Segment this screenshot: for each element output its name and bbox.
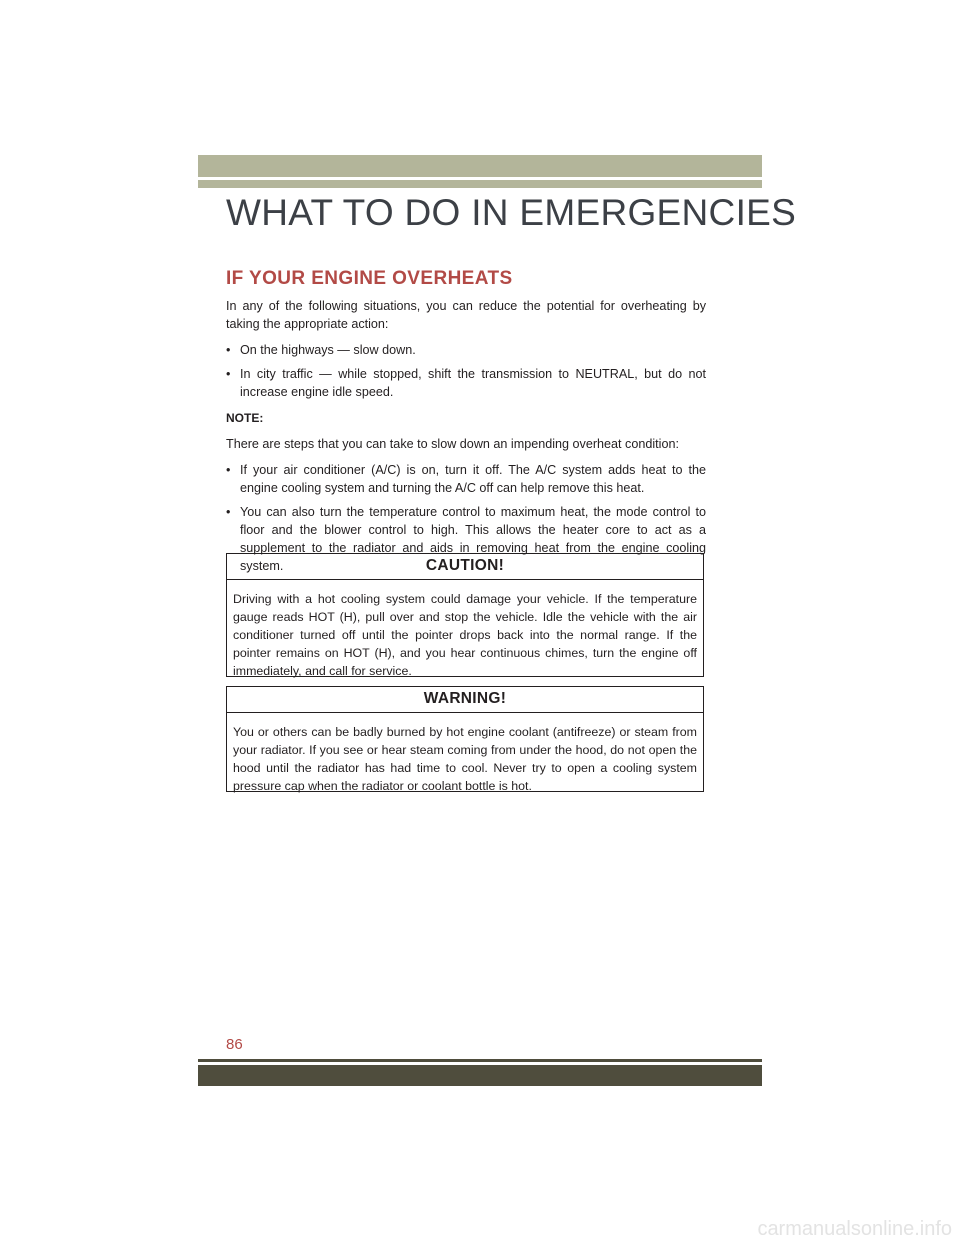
watermark: carmanualsonline.info [757,1218,952,1240]
section-heading: IF YOUR ENGINE OVERHEATS [226,268,513,289]
bullet-icon: • [226,505,231,519]
caution-text: Driving with a hot cooling system could damage your vehicle. If the temperature gauge reads HOT (H), pull over and stop the vehicle. Idle the vehicle with the air conditioner turned off until the pointer drops back into the normal range. If the pointer remains on HOT (H), and you hear continuous chimes, turn the engine off immediately, and call for service. [233,592,697,678]
header-rule [198,180,762,188]
note-label: NOTE: [226,411,264,425]
list-item [226,341,706,359]
page-number: 86 [226,1036,243,1053]
bullet-icon: • [226,463,231,477]
chapter-title: WHAT TO DO IN EMERGENCIES [226,192,797,233]
header-band [198,155,762,177]
section-body [226,297,706,583]
action-list [226,341,706,401]
warning-title: WARNING! [227,687,703,713]
action-text: On the highways — slow down. [240,343,416,357]
list-item [226,365,706,401]
intro-paragraph: In any of the following situations, you can reduce the potential for overheating by taking the appropriate action: [226,299,706,331]
caution-box [226,553,704,677]
footer-band [198,1065,762,1086]
caution-title: CAUTION! [227,554,703,580]
bullet-icon: • [226,367,231,381]
note-text: If your air conditioner (A/C) is on, turn it off. The A/C system adds heat to the engine cooling system and turning the A/C off can help remove this heat. [240,463,706,495]
note-text: You can also turn the temperature control to maximum heat, the mode control to floor and the blower control to high. This allows the heater core to act as a supplement to the radiator and aids in removing heat from the engine cooling system. [240,505,706,573]
note-intro: There are steps that you can take to slow down an impending overheat condition: [226,437,679,451]
action-text: In city traffic — while stopped, shift the transmission to NEUTRAL, but do not increase engine idle speed. [240,367,706,399]
list-item [226,461,706,497]
warning-box [226,686,704,792]
bullet-icon: • [226,343,231,357]
footer-rule [198,1059,762,1062]
warning-text: You or others can be badly burned by hot engine coolant (antifreeze) or steam from your radiator. If you see or hear steam coming from under the hood, do not open the hood until the radiator has had time to cool. Never try to open a cooling system pressure cap when the radiator or coolant bottle is hot. [233,725,697,793]
